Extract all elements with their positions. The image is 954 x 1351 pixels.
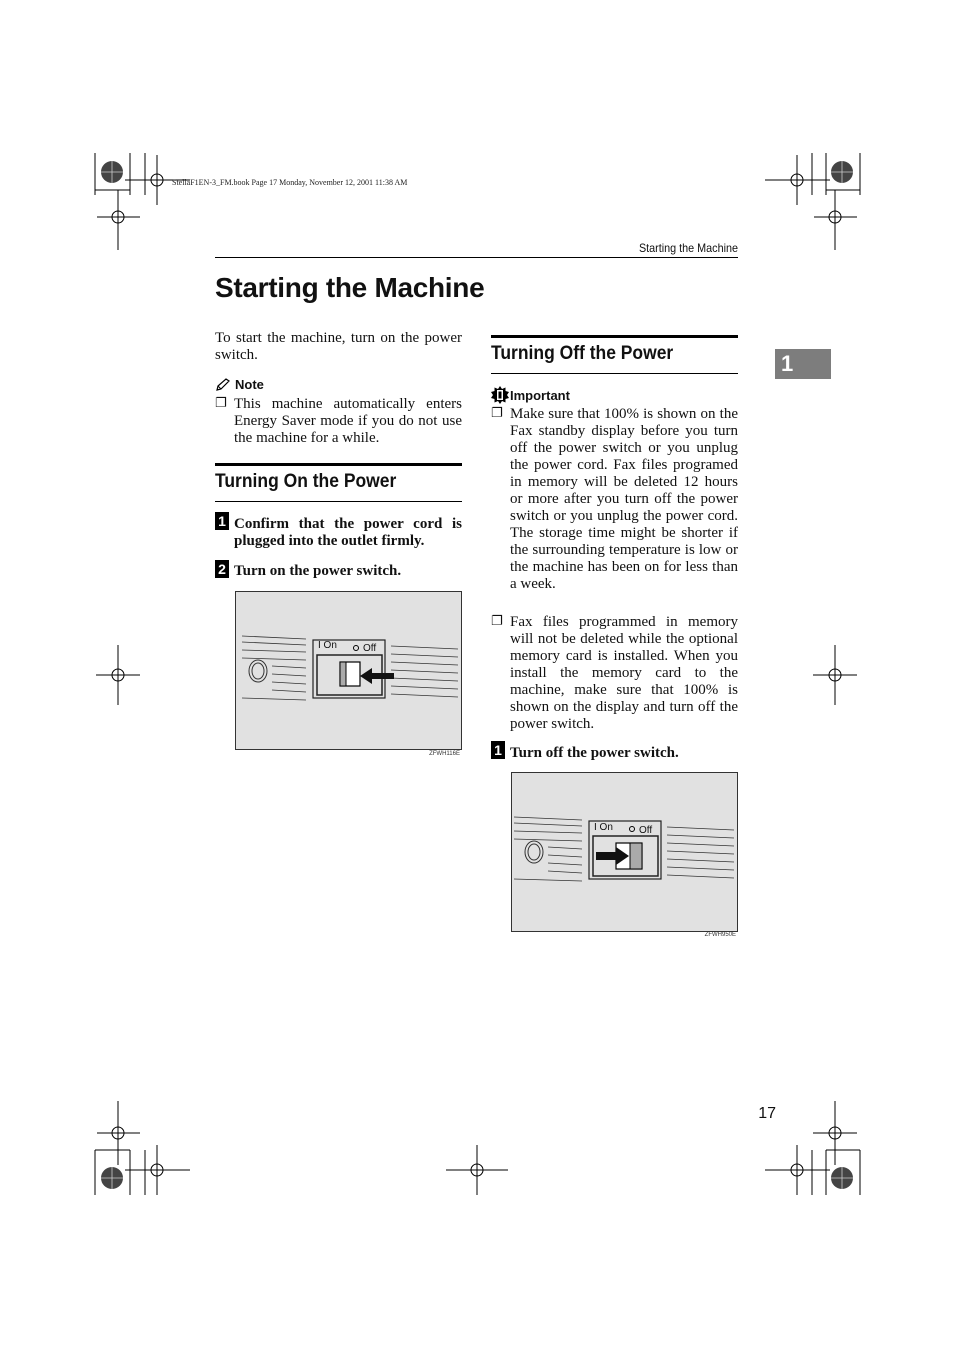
section-on-heading: Turning On the Power <box>215 471 397 492</box>
important-heading <box>491 386 570 404</box>
note-heading <box>215 377 264 392</box>
power-switch-figure <box>512 773 737 931</box>
off-label: Off <box>363 643 377 654</box>
step-text: Confirm that the power cord is plugged into the outlet firmly. <box>234 516 462 549</box>
off-label: Off <box>639 825 653 836</box>
header-rule <box>215 257 738 258</box>
file-slug: StellaF1EN-3_FM.book Page 17 Monday, November 12, 2001 11:38 AM <box>172 178 408 187</box>
power-switch-figure <box>236 592 461 749</box>
checkbox-bullet-icon: ❐ <box>491 614 503 629</box>
note-item: ❐ This machine automatically enters Energy Saver mode if you do not use the machine for a while. <box>215 396 462 446</box>
figure-code: ZFWH950E <box>704 932 736 938</box>
step-text: Turn on the power switch. <box>234 563 402 579</box>
power-on-illustration <box>235 591 462 750</box>
step-number: 1 <box>215 512 229 530</box>
important-icon <box>491 386 509 404</box>
important-item: ❐ Make sure that 100% is shown on the Fax standby display before you turn off the power switch or you unplug the power cord. Fax files programed in memory will be deleted 12 hours or more after you turn off the power switch or you unplug the power cord. The storage time might be shorter if the surrounding temperature is low or the machine has been on for less than a week. <box>491 406 738 592</box>
section-on-bottom-line <box>215 501 462 502</box>
section-off-heading: Turning Off the Power <box>491 343 674 364</box>
section-off-top-bar <box>491 335 738 338</box>
pencil-icon <box>215 378 231 391</box>
step-number: 1 <box>491 741 505 759</box>
step-text: Turn off the power switch. <box>510 745 679 761</box>
checkbox-bullet-icon: ❐ <box>491 406 503 421</box>
note-label: Note <box>235 377 264 392</box>
section-on-top-bar <box>215 463 462 466</box>
on-label: I On <box>318 640 337 651</box>
running-header: Starting the Machine <box>638 241 738 255</box>
checkbox-bullet-icon: ❐ <box>215 396 227 411</box>
page-title: Starting the Machine <box>215 272 485 303</box>
important-label: Important <box>510 387 570 403</box>
important-item: ❐ Fax files programmed in memory will not be deleted while the optional memory card is installed. When you install the memory card to the machine, make sure that 100% is shown on the display and turn off the power switch. <box>491 614 738 732</box>
step-number: 2 <box>215 560 229 578</box>
figure-code: ZFWH116E <box>429 751 460 757</box>
chapter-tab: 1 <box>775 349 831 379</box>
power-off-illustration <box>511 772 738 932</box>
page-number: 17 <box>758 1105 776 1122</box>
intro-paragraph: To start the machine, turn on the power switch. <box>215 330 462 363</box>
on-label: I On <box>594 822 613 833</box>
section-off-bottom-line <box>491 373 738 374</box>
